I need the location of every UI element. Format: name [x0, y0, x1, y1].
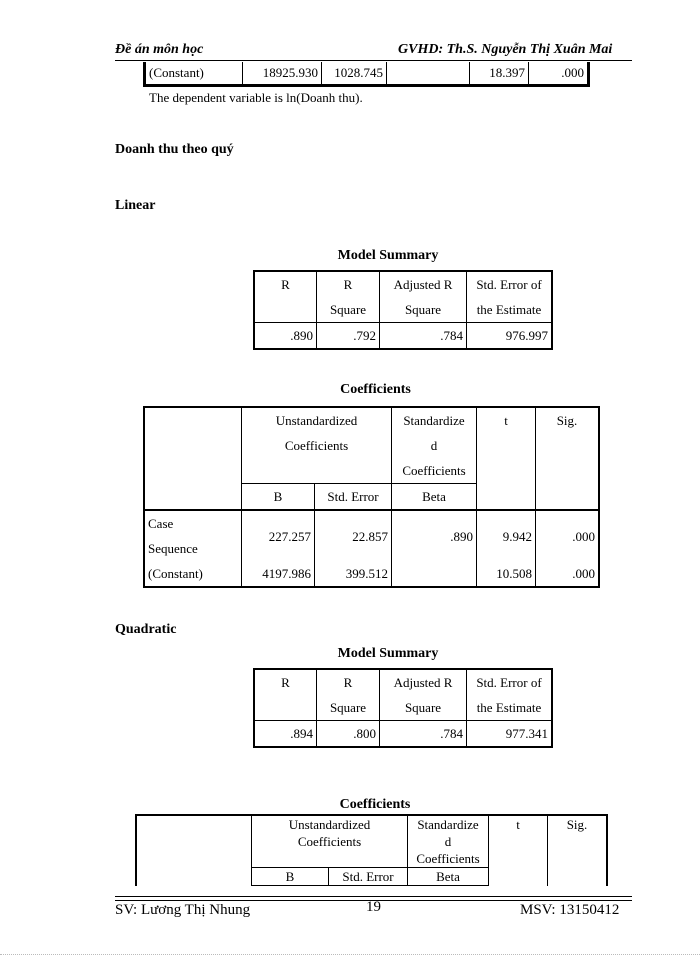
- table-header-row: [254, 271, 552, 323]
- model-summary-caption: Model Summary: [337, 646, 439, 661]
- value-adjusted-r-square: .784: [380, 721, 467, 748]
- table-cell: 18.397: [470, 62, 529, 86]
- header-sig: Sig.: [548, 815, 608, 886]
- table-cell: 1028.745: [322, 62, 387, 86]
- header-left: Đề án môn học: [115, 42, 204, 57]
- value-b: 227.257: [242, 510, 315, 561]
- table-cell: .000: [529, 62, 589, 86]
- top-coefficients-table: [143, 62, 590, 87]
- header-b: B: [242, 484, 315, 511]
- value-adjusted-r-square: .784: [380, 323, 467, 350]
- value-sig: .000: [536, 561, 600, 587]
- value-r-square: .792: [317, 323, 380, 350]
- table-row: [254, 721, 552, 748]
- value-b: 4197.986: [242, 561, 315, 587]
- table-row: [144, 510, 599, 561]
- table-cell: [387, 62, 470, 86]
- header-adjusted-r-square: Adjusted R Square: [380, 669, 467, 721]
- header-t: t: [489, 815, 548, 886]
- value-r: .894: [254, 721, 317, 748]
- header-adjusted-r-square: Adjusted R Square: [380, 271, 467, 323]
- linear-label: Linear: [115, 198, 156, 213]
- header-standardized: Standardize d Coefficients: [408, 815, 489, 868]
- table-cell: 18925.930: [243, 62, 322, 86]
- value-std-error: 977.341: [467, 721, 553, 748]
- value-t: 10.508: [477, 561, 536, 587]
- table-header-row: [144, 407, 599, 484]
- value-beta: .890: [392, 510, 477, 561]
- header-t: t: [477, 407, 536, 510]
- header-unstandardized: Unstandardized Coefficients: [242, 407, 392, 484]
- row-label-header: [136, 815, 252, 886]
- section-title: Doanh thu theo quý: [115, 142, 234, 157]
- table-header-row: [136, 815, 607, 868]
- table-row: [144, 561, 599, 587]
- header-r: R: [254, 271, 317, 323]
- value-r-square: .800: [317, 721, 380, 748]
- row-label: (Constant): [144, 561, 242, 587]
- row-label: Case Sequence: [144, 510, 242, 561]
- header-std-error: Std. Error: [315, 484, 392, 511]
- header-b: B: [252, 868, 329, 886]
- row-label-header: [144, 407, 242, 510]
- value-t: 9.942: [477, 510, 536, 561]
- page-number: 19: [366, 899, 381, 915]
- model-summary-caption: Model Summary: [337, 248, 439, 263]
- dependent-variable-note: The dependent variable is ln(Doanh thu).: [149, 90, 363, 105]
- table-row: [254, 323, 552, 350]
- header-std-error: Std. Error: [329, 868, 408, 886]
- header-sig: Sig.: [536, 407, 600, 510]
- header-r-square: R Square: [317, 669, 380, 721]
- quadratic-model-summary-table: [253, 668, 553, 748]
- value-std-error: 976.997: [467, 323, 553, 350]
- value-r: .890: [254, 323, 317, 350]
- header-r: R: [254, 669, 317, 721]
- header-std-error: Std. Error of the Estimate: [467, 669, 553, 721]
- quadratic-label: Quadratic: [115, 622, 177, 637]
- header-beta: Beta: [392, 484, 477, 511]
- value-sig: .000: [536, 510, 600, 561]
- linear-coefficients-table: [143, 406, 600, 588]
- footer-student-id: MSV: 13150412: [520, 902, 620, 918]
- page-bottom-divider: [0, 954, 700, 955]
- header-unstandardized: Unstandardized Coefficients: [252, 815, 408, 868]
- value-se: 22.857: [315, 510, 392, 561]
- header-rule: [115, 60, 632, 61]
- linear-model-summary-table: [253, 270, 553, 350]
- value-se: 399.512: [315, 561, 392, 587]
- table-row: [145, 62, 589, 86]
- quadratic-coefficients-table: [135, 814, 608, 886]
- coefficients-caption: Coefficients: [339, 797, 411, 812]
- header-standardized: Standardize d Coefficients: [392, 407, 477, 484]
- coefficients-caption: Coefficients: [340, 382, 411, 397]
- header-r-square: R Square: [317, 271, 380, 323]
- header-std-error: Std. Error of the Estimate: [467, 271, 553, 323]
- header-right: GVHD: Th.S. Nguyễn Thị Xuân Mai: [398, 42, 613, 57]
- header-beta: Beta: [408, 868, 489, 886]
- value-beta: [392, 561, 477, 587]
- footer-student: SV: Lương Thị Nhung: [115, 902, 251, 918]
- table-cell: (Constant): [145, 62, 243, 86]
- table-header-row: [254, 669, 552, 721]
